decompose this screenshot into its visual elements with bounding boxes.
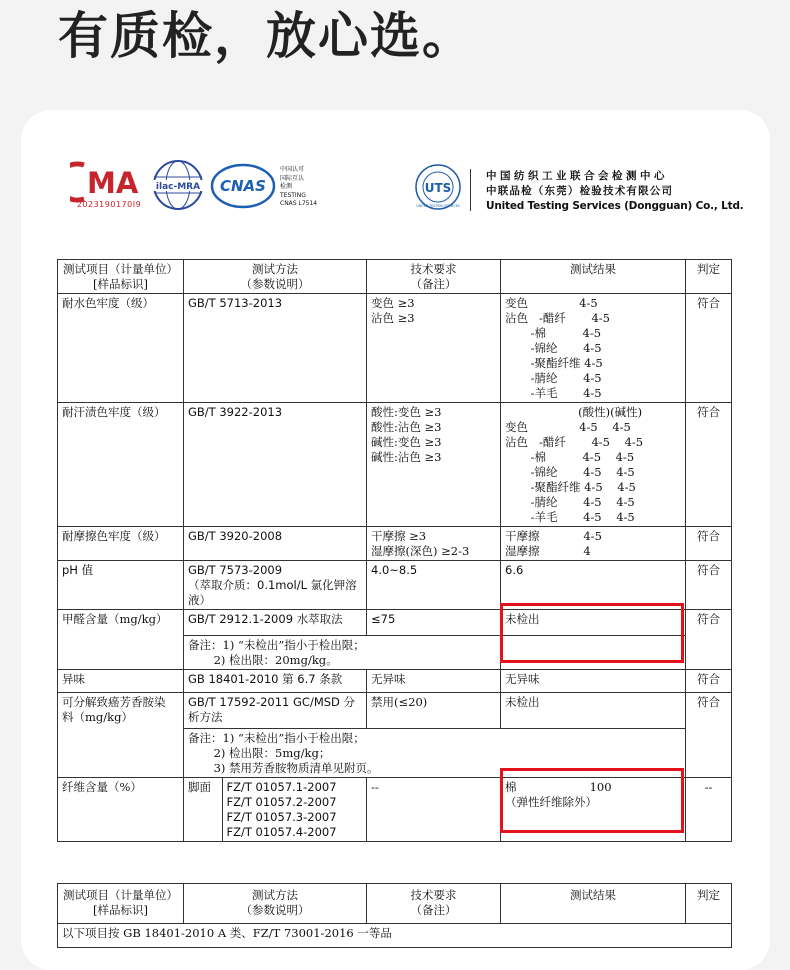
- test-results-table-continued: [57, 883, 732, 948]
- svg-text:CNAS: CNAS: [220, 177, 266, 195]
- table-header-row: 测试项目（计量单位） [样品标识] 测试方法 （参数说明） 技术要求 （备注） 测试结果 判定: [58, 884, 732, 924]
- uts-company-name: 中国纺织工业联合会检测中心 中联品检（东莞）检验技术有限公司 United Testing Services (Dongguan) Co., Ltd.: [486, 170, 744, 212]
- logo-bar: [70, 157, 744, 217]
- table-header-row: 测试项目（计量单位） [样品标识] 测试方法 （参数说明） 技术要求 （备注） 测试结果 判定: [58, 260, 732, 294]
- table-note-row: 以下项目按 GB 18401-2010 A 类、FZ/T 73001-2016 一等品: [58, 924, 732, 948]
- headline: 有质检，放心选。: [58, 7, 474, 65]
- table-row-aromatic-amine-note: 备注：1) “未检出”指小于检出限； 2) 检出限：5mg/kg； 3) 禁用芳香胺物质清单见附页。: [58, 729, 732, 778]
- table-row-water-fastness: 耐水色牢度（级） GB/T 5713-2013 变色 ≥3 沾色 ≥3 变色 4-5 沾色 -醋纤 4-5 -棉 4-5 -锦纶 4-5 -聚酯纤维 4-5 -腈纶 4-5 -羊毛 4-5 符合: [58, 294, 732, 403]
- cnas-accreditation-text: 中国认可 国际互认 检测 TESTING CNAS L7514: [280, 166, 318, 207]
- test-results-table: [57, 259, 732, 842]
- table-row-fiber-content: 纤维含量（%） 脚面 FZ/T 01057.1-2007 FZ/T 01057.2-2007 FZ/T 01057.3-2007 FZ/T 01057.4-2007 -- 棉 100 （弹性纤维除外） --: [58, 778, 732, 842]
- cma-number: 2023190170I9: [76, 200, 142, 209]
- table-row-sweat-fastness: 耐汗渍色牢度（级） GB/T 3922-2013 酸性:变色 ≥3 酸性:沾色 ≥3 碱性:变色 ≥3 碱性:沾色 ≥3 (酸性)(碱性) 变色 4-5 4-5 沾色 -醋纤 4-5 4-5 -棉 4-5 4-5 -锦纶 4-5 4-5 -聚酯纤维 4-5 4-5 -腈纶 4-5 4-5 -羊毛 4-5 4-5 符合: [58, 403, 732, 527]
- table-row-ph: pH 值 GB/T 7573-2009 （萃取介质：0.1mol/L 氯化钾溶 液） 4.0~8.5 6.6 符合: [58, 561, 732, 610]
- highlight-box-fiber: [500, 768, 684, 833]
- cma-letters: MA: [87, 166, 139, 200]
- svg-text:UNITED TESTING SERVICES: UNITED TESTING SERVICES: [416, 204, 460, 208]
- uts-logo: [413, 162, 463, 214]
- svg-text:UTS: UTS: [424, 181, 452, 195]
- table-row-aromatic-amine: 可分解致癌芳香胺染 料（mg/kg） GB/T 17592-2011 GC/MSD 分 析方法 禁用(≤20) 未检出 符合: [58, 693, 732, 729]
- ilac-mra-logo: [150, 159, 206, 211]
- cnas-logo: [210, 163, 276, 209]
- table-row-formaldehyde: 甲醛含量（mg/kg） GB/T 2912.1-2009 水萃取法 ≤75 未检出 符合: [58, 610, 732, 636]
- table-row-formaldehyde-note: 备注：1) “未检出”指小于检出限； 2) 检出限：20mg/kg。: [58, 636, 732, 670]
- highlight-box-formaldehyde: [500, 603, 684, 663]
- table-row-odor: 异味 GB 18401-2010 第 6.7 条款 无异味 无异味 符合: [58, 670, 732, 693]
- uts-divider: [470, 169, 471, 211]
- svg-text:ilac-MRA: ilac-MRA: [155, 182, 201, 192]
- table-row-rubbing-fastness: 耐摩擦色牢度（级） GB/T 3920-2008 干摩擦 ≥3 湿摩擦(深色) ≥2-3 干摩擦 4-5 湿摩擦 4 符合: [58, 527, 732, 561]
